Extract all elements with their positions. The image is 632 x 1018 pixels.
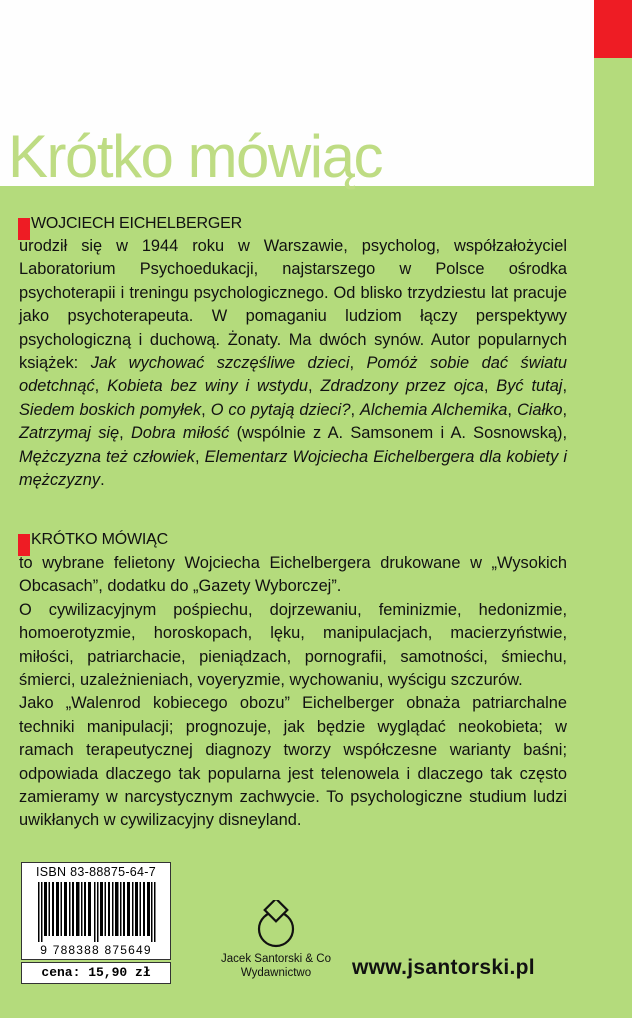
book-title-2: Pomóż sobie dać światu odetchnąć <box>19 354 567 396</box>
corner-green-block <box>594 58 632 186</box>
book-heading: KRÓTKO MÓWIĄC <box>31 531 168 548</box>
bio-text: urodził się w 1944 roku w Warszawie, psycholog, współzałożyciel Laboratorium Psychoedukacji, najstarszego w Polsce ośrodka psychoterapii i treningu psychologicznego. Od blisko trzydziestu lat pracuje jako psychoterapeuta. W pomaganiu ludziom łączy perspektywy psychologiczną i duchową. Żonaty. Ma dwóch synów. <box>19 237 567 349</box>
book-title-4: Zdradzony przez ojca <box>320 377 484 396</box>
barcode-icon <box>38 882 156 942</box>
book-title-6: Siedem boskich pomyłek <box>19 400 202 419</box>
book-paragraph-2: O cywilizacyjnym pośpiechu, dojrzewaniu, feminizmie, hedonizmie, homoerotyzmie, horoskopach, lęku, manipulacjach, macierzyństwie, miłości, patriarchacie, pieniądzach, pornografii, samotności, śmiechu, śmierci, uzależnieniach, voyeryzmie, wychowaniu, wyścigu szczurów. <box>19 600 567 690</box>
corner-red-block <box>594 0 632 58</box>
publisher-name <box>196 952 356 980</box>
author-heading: WOJCIECH EICHELBERGER <box>31 215 242 232</box>
barcode-digits: 9 788388 875649 <box>40 943 152 957</box>
price-label: cena: 15,90 zł <box>21 962 171 984</box>
book-title-10: Zatrzymaj się <box>19 424 120 443</box>
author-bio-paragraph: urodził się w 1944 roku w Warszawie, psycholog, współzałożyciel Laboratorium Psychoedukacji, najstarszego w Polsce ośrodka psychoterapii i treningu psychologicznego. Od blisko trzydziestu lat pracuje jako psychoterapeuta. W pomaganiu ludziom łączy perspektywy psychologiczną i duchową. Żonaty. Ma dwóch synów. Autor popularnych książek: Jak wychować szczęśliwe dzieci, Pomóż sobie dać światu odetchnąć, Kobieta bez winy i wstydu, Zdradzony przez ojca, Być tutaj, Siedem boskich pomyłek, O co pytają dzieci?, Alchemia Alchemika, Ciałko, Zatrzymaj się, Dobra miłość (wspólnie z A. Samsonem i A. Sosnowską), Mężczyzna też człowiek, Elementarz Wojciecha Eichelbergera dla kobiety i mężczyzny. <box>19 237 568 490</box>
book-paragraph-1: to wybrane felietony Wojciecha Eichelbergera drukowane w „Wysokich Obcasach”, dodatku do „Gazety Wyborczej”. <box>19 554 567 596</box>
book-title-13: Elementarz Wojciecha Eichelbergera dla kobiety i mężczyzny <box>19 447 568 490</box>
book-title-11: Dobra miłość <box>130 424 230 443</box>
isbn-barcode-box <box>21 862 171 960</box>
books-intro: Autor popularnych książek: <box>19 330 568 373</box>
book-title-5: Być tutaj <box>496 377 563 396</box>
book-title-12: Mężczyzna też człowiek <box>19 447 195 466</box>
book-paragraph-3: Jako „Walenrod kobiecego obozu” Eichelberger obnaża patriarchalne techniki manipulacji; prognozuje, jak będzie wyglądać neokobieta; w ramach terapeutycznej diagnozy tworzy współczesne warianty baśni; odpowiada dlaczego tak popularna jest telenowela i dlaczego tak często zamieramy w narcystycznym zachwycie. To psychologiczne studium ludzi uwikłanych w cywilizacyjny disneyland. <box>19 694 567 830</box>
publisher-url: www.jsantorski.pl <box>352 956 535 979</box>
book-title-9: Ciałko <box>516 400 563 419</box>
book-title-7: O co pytają dzieci? <box>210 400 351 419</box>
isbn-label: ISBN 83-88875-64-7 <box>35 865 157 879</box>
publisher-name-line-2: Wydawnictwo <box>240 967 312 979</box>
publisher-name-line-1: Jacek Santorski & Co <box>221 953 331 965</box>
book-title-3: Kobieta bez winy i wstydu <box>107 377 309 396</box>
author-bio <box>19 235 567 492</box>
book-title: Krótko mówiąc <box>8 123 382 190</box>
book-title-1: Jak wychować szczęśliwe dzieci <box>90 354 350 373</box>
coauthor-note: (wspólnie z A. Samsonem i A. Sosnowską), <box>236 424 568 443</box>
book-description <box>19 552 567 833</box>
publisher-logo-icon <box>244 900 308 950</box>
book-title-8: Alchemia Alchemika <box>360 400 508 419</box>
